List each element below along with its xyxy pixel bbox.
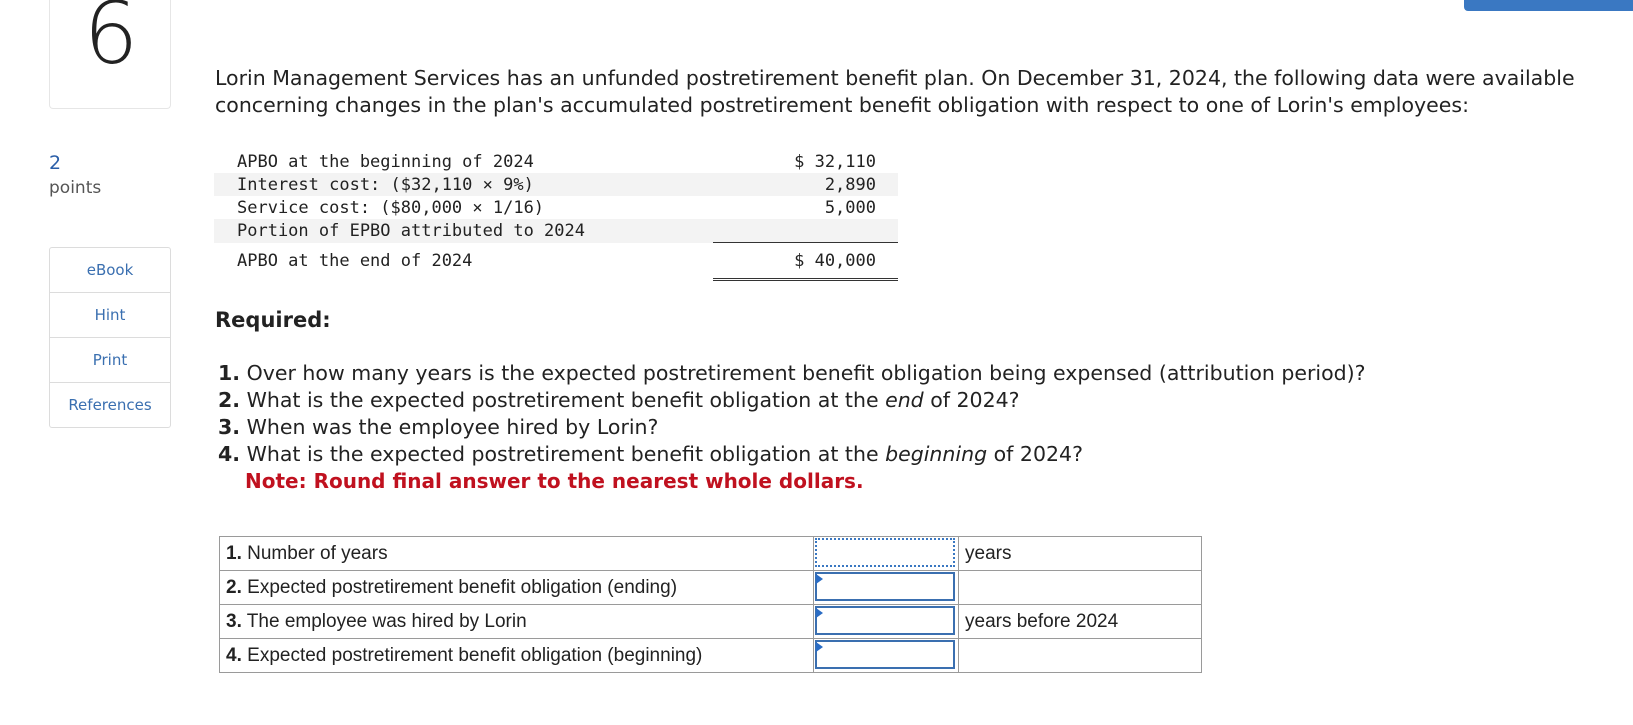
answer-input-cell xyxy=(814,537,959,571)
ebook-link[interactable]: eBook xyxy=(50,248,170,293)
question-text: When was the employee hired by Lorin? xyxy=(246,415,659,439)
answer-num: 1. xyxy=(226,542,242,564)
answer-unit xyxy=(959,639,1202,673)
print-link[interactable]: Print xyxy=(50,338,170,383)
points-label: points xyxy=(49,178,102,198)
top-action-bar[interactable] xyxy=(1464,0,1633,11)
required-heading: Required: xyxy=(215,308,331,332)
answer-label-text: Expected postretirement benefit obligation (beginning) xyxy=(247,644,703,666)
answer-row xyxy=(220,605,1202,639)
number-of-years-input[interactable] xyxy=(815,538,955,567)
question-number: 6 xyxy=(83,0,139,84)
apbo-total-row xyxy=(214,243,898,280)
answer-row xyxy=(220,571,1202,605)
apbo-row xyxy=(214,173,898,196)
answer-num: 3. xyxy=(226,610,242,632)
apbo-row-label: Interest cost: ($32,110 × 9%) xyxy=(214,173,713,196)
apbo-row xyxy=(214,196,898,219)
answer-unit xyxy=(959,571,1202,605)
answer-num: 2. xyxy=(226,576,242,598)
question-emphasis: beginning xyxy=(885,442,988,466)
epbo-beginning-input[interactable] xyxy=(815,640,955,669)
apbo-row-amount xyxy=(713,219,898,243)
epbo-ending-input[interactable] xyxy=(815,572,955,601)
question-emphasis: end xyxy=(885,388,924,412)
required-question xyxy=(218,414,1366,441)
apbo-row-amount: 5,000 xyxy=(824,197,876,218)
answer-num: 4. xyxy=(226,644,242,666)
answer-label xyxy=(220,605,814,639)
answer-input-cell xyxy=(814,639,959,673)
hint-link[interactable]: Hint xyxy=(50,293,170,338)
apbo-table xyxy=(214,150,898,281)
question-text-tail: of 2024? xyxy=(987,442,1083,466)
triangle-marker-icon xyxy=(816,608,823,618)
question-num: 1. xyxy=(218,361,241,385)
required-question xyxy=(218,360,1366,387)
problem-intro: Lorin Management Services has an unfunded postretirement benefit plan. On December 31, 2024, the following data were available concerning changes in the plan's accumulated postretirement benefit obligation with respect to one of Lorin's employees: xyxy=(215,66,1575,117)
answer-label xyxy=(220,639,814,673)
references-link[interactable]: References xyxy=(68,396,152,414)
required-question xyxy=(218,441,1366,468)
apbo-row-label: Portion of EPBO attributed to 2024 xyxy=(214,219,713,243)
question-num: 4. xyxy=(218,442,241,466)
answer-row xyxy=(220,639,1202,673)
triangle-marker-icon xyxy=(816,574,823,584)
hired-years-input[interactable] xyxy=(815,606,955,635)
question-text-tail: of 2024? xyxy=(923,388,1020,412)
triangle-marker-icon xyxy=(816,642,823,652)
required-question xyxy=(218,387,1366,414)
answer-unit: years xyxy=(959,537,1202,571)
question-num: 2. xyxy=(218,388,241,412)
required-question-list xyxy=(218,360,1366,495)
answer-label-text: Expected postretirement benefit obligation (ending) xyxy=(247,576,678,598)
apbo-row xyxy=(214,150,898,173)
rounding-note: Note: Round final answer to the nearest whole dollars. xyxy=(245,469,864,493)
apbo-row-label: APBO at the beginning of 2024 xyxy=(237,151,534,172)
apbo-total-label: APBO at the end of 2024 xyxy=(237,251,473,271)
answer-unit: years before 2024 xyxy=(959,605,1202,639)
answer-row xyxy=(220,537,1202,571)
answer-label xyxy=(220,537,814,571)
apbo-total-amount: $ 40,000 xyxy=(713,243,898,280)
question-text: What is the expected postretirement benefit obligation at the xyxy=(246,388,886,412)
apbo-row xyxy=(214,219,898,243)
answer-label-text: The employee was hired by Lorin xyxy=(246,610,527,632)
answer-label xyxy=(220,571,814,605)
question-text: What is the expected postretirement benefit obligation at the xyxy=(246,442,886,466)
answer-input-cell xyxy=(814,571,959,605)
answer-input-cell xyxy=(814,605,959,639)
apbo-row-label: Service cost: ($80,000 × 1/16) xyxy=(237,197,545,218)
apbo-row-amount: 2,890 xyxy=(713,173,898,196)
answer-table xyxy=(219,536,1202,673)
question-num: 3. xyxy=(218,415,241,439)
question-number-box xyxy=(49,0,171,109)
answer-label-text: Number of years xyxy=(247,542,388,564)
side-nav xyxy=(49,247,171,428)
question-text: Over how many years is the expected postretirement benefit obligation being expensed (attribution period)? xyxy=(246,361,1366,385)
apbo-row-amount: $ 32,110 xyxy=(794,151,876,172)
points-value: 2 xyxy=(49,152,62,174)
